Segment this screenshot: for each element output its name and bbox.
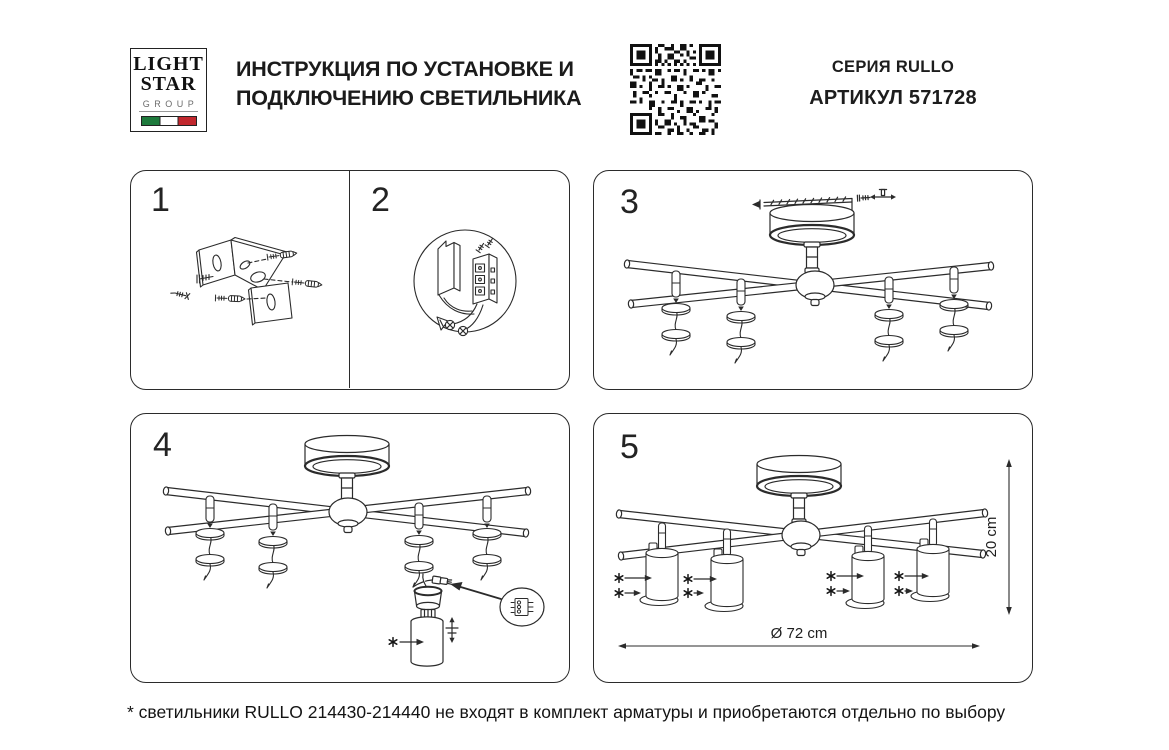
step-2-number: 2 bbox=[371, 181, 390, 219]
italian-flag-icon bbox=[141, 116, 197, 126]
page-title bbox=[236, 55, 636, 113]
title-line-1: ИНСТРУКЦИЯ ПО УСТАНОВКЕ И bbox=[236, 57, 574, 81]
step-5-number: 5 bbox=[620, 428, 639, 466]
step-4-panel bbox=[130, 413, 570, 683]
title-line-2: ПОДКЛЮЧЕНИЮ СВЕТИЛЬНИКА bbox=[236, 86, 582, 110]
wiring-illustration bbox=[351, 171, 570, 388]
brand-logo bbox=[130, 48, 207, 132]
height-dimension-label: 20 cm bbox=[983, 516, 1000, 558]
qr-code bbox=[630, 44, 721, 135]
logo-word-light: LIGHT bbox=[133, 53, 204, 75]
product-info bbox=[786, 58, 1000, 110]
diameter-dimension-label: Ø 72 cm bbox=[770, 625, 828, 642]
series-label: СЕРИЯ RULLO bbox=[831, 58, 955, 76]
logo-word-star: STAR bbox=[140, 73, 197, 95]
step-1-2-panel bbox=[130, 170, 570, 390]
frame-assembly-illustration bbox=[594, 171, 1031, 388]
step-5-panel bbox=[593, 413, 1033, 683]
step-3-number: 3 bbox=[620, 183, 639, 221]
step-3-panel bbox=[593, 170, 1033, 390]
lamp-connection-illustration bbox=[131, 414, 568, 681]
article-label: АРТИКУЛ 571728 bbox=[809, 87, 977, 109]
final-assembly-illustration bbox=[594, 414, 1031, 681]
logo-word-group: GROUP bbox=[139, 99, 199, 112]
footnote: * светильники RULLO 214430-214440 не входят в комплект арматуры и приобретаются отдельно по выбору bbox=[127, 702, 1006, 722]
step-1-number: 1 bbox=[151, 181, 170, 219]
bracket-illustration bbox=[131, 171, 349, 388]
step-4-number: 4 bbox=[153, 426, 172, 464]
